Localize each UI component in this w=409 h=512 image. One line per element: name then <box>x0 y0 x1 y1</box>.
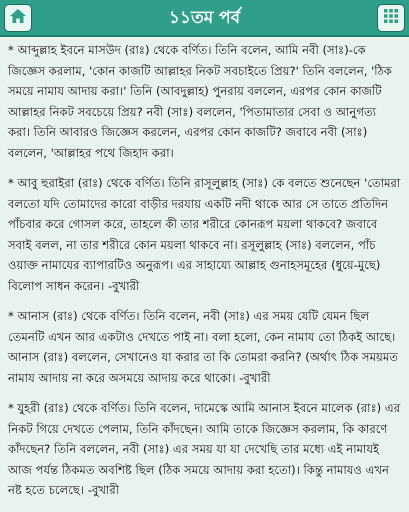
page-title: ১১তম পর্ব <box>168 8 241 28</box>
article-content[interactable] <box>0 37 409 512</box>
menu-button[interactable] <box>377 4 405 32</box>
hadith-paragraph: * আবু হুরাইরা (রাঃ) থেকে বর্ণিত। তিনি রাসূলুল্লাহ (সাঃ) কে বলতে শুনেছেন 'তোমরা বলতো যদি তোমাদের কারো বাড়ীর দরযায় একটি নদী থাকে আর সে তাতে প্রতিদিন পাঁচবার করে গোসল করে, তাহলে কী তার শরীরে কোনরূপ ময়লা থাকবে? জবাবে সবাই বলল, না তার শরীরে কোন ময়লা থাকবে না। রসূলুল্লাহ (সাঃ) বললেন, পাঁচ ওয়াক্ত নামাযের ব্যাপারটিও অনুরূপ। এর সাহায্যে আল্লাহ গুনাহসমূহের (ধুয়ে-মুছে) বিলোপ সাধন করেন। -বুখারী <box>8 176 401 293</box>
hadith-paragraph: * যুহরী (রাঃ) থেকে বর্ণিত। তিনি বলেন, দামেস্কে আমি আনাস ইবনে মালেক (রাঃ) এর নিকট গিয়ে দেখতে পেলাম, তিনি কাঁদছেন। আমি তাকে জিজ্ঞেস করলাম, কি কারণে কাঁদছেন? তিনি বললেন, নবী (সাঃ) এর সময় যা যা দেখেছি তার মধ্যে এই নামাযই আজ পর্যন্ত ঠিকমত অবশিষ্ট ছিল (ঠিক সময়ে আদায় করা হতো)। কিন্তু নামাযও এখন নষ্ট হতে চলেছে। -বুখারী <box>8 401 401 497</box>
home-button[interactable] <box>4 4 32 32</box>
grid-menu-icon <box>383 8 399 28</box>
hadith-paragraph: * আব্দুল্লাহ ইবনে মাসউদ (রাঃ) থেকে বর্ণিত। তিনি বলেন, আমি নবী (সাঃ)-কে জিজ্ঞেস করলাম, 'কোন কাজটি আল্লাহর নিকট সবচাইতে প্রিয়?' তিনি বললেন, 'ঠিক সময়ে নামায আদায় করা।' তিনি (আবদুল্লাহ) পুনরায় বললেন, এরপর কোন কাজটি আল্লাহর নিকট সবচেয়ে প্রিয়? নবী (সাঃ) বললেন, 'পিতামাতার সেবা ও আনুগত্য করা। তিনি আবারও জিজ্ঞেস করলেন, এরপর কোন কাজটি? জবাবে নবী (সাঃ) বললেন, 'আল্লাহর পথে জিহাদ করা। <box>8 43 392 160</box>
app-header <box>0 0 409 37</box>
home-icon <box>9 8 27 28</box>
hadith-paragraph: * আনাস (রাঃ) থেকে বর্ণিত। তিনি বলেন, নবী (সাঃ) এর সময় যেটি যেমন ছিল তেমনটি এখন আর একটাও দেখতে পাই না। বলা হলো, কেন নামায তো ঠিকই আছে। আনাস (রাঃ) বললেন, সেখানেও যা করার তা কি তোমরা করনি? (অর্থাৎ ঠিক সময়মত নামায আদায় না করে অসময়ে আদায় করে থাকো। -বুখারী <box>8 309 398 385</box>
